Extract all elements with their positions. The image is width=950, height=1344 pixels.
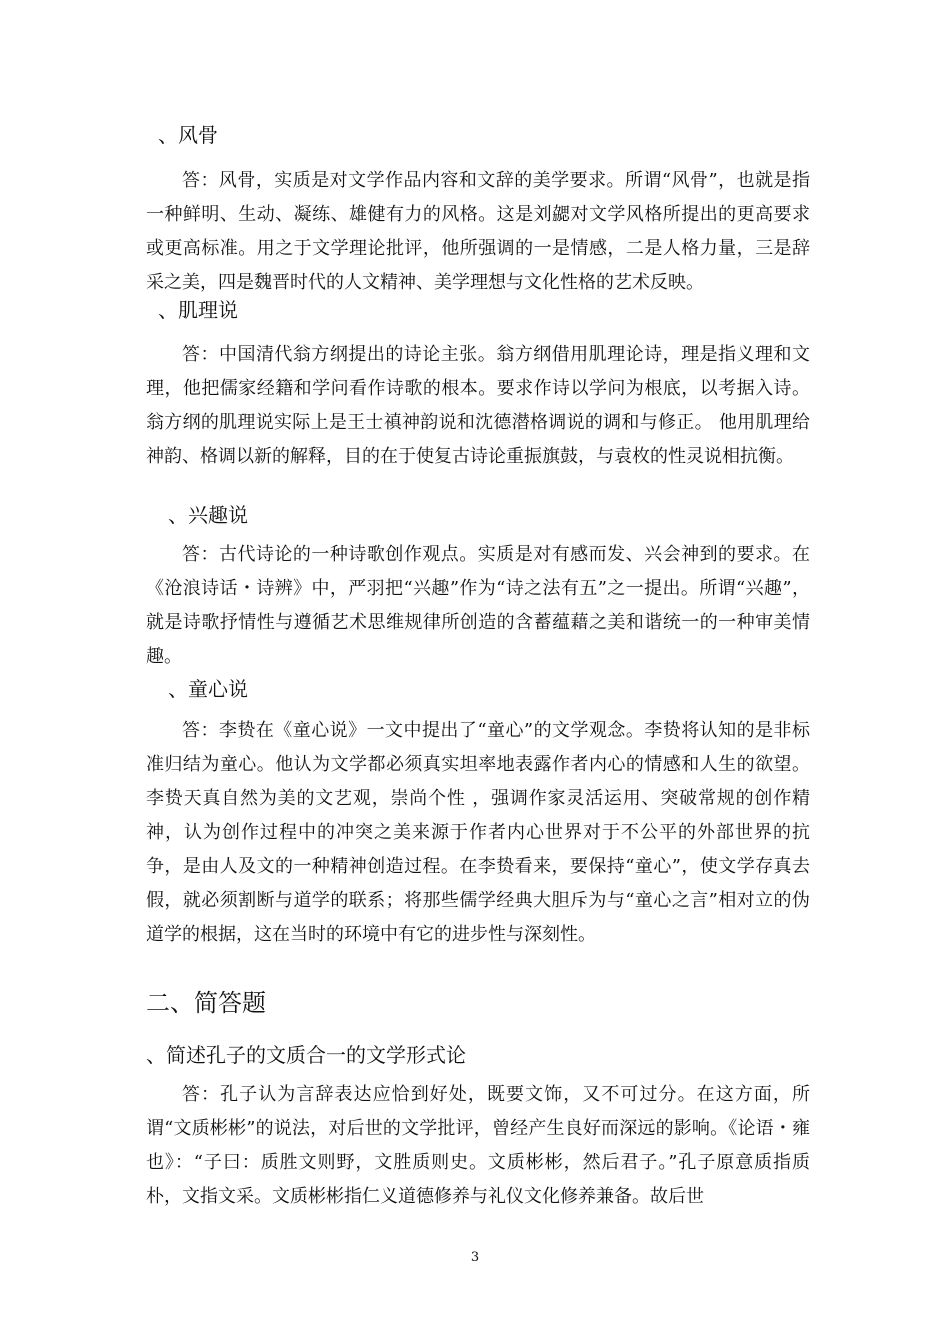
page-number: 3 bbox=[470, 1250, 480, 1265]
question-heading-confucius: 、简述孔子的文质合一的文学形式论 bbox=[146, 1043, 466, 1067]
term-heading-fenggu: 、风骨 bbox=[158, 123, 218, 147]
term-answer-tongxinshuo: 答：李贽在《童心说》一文中提出了“童心”的文学观念。李贽将认知的是非标准归结为童心。他认为文学都必须真实坦率地表露作者内心的情感和人生的欲望。李贽天真自然为美的文艺观，崇尚个性 ，强调作家灵活运用、突破常规的创作精神，认为创作过程中的冲突之美来源于作者内心世界对于不公平的外部世界的抗争，是由人及文的一种精神创造过程。在李贽看来，要保持“童心”，使文学存真去假，就必须割断与道学的联系；将那些儒学经典大胆斥为与“童心之言”相对立的伪道学的根据，这在当时的环境中有它的进步性与深刻性。 bbox=[146, 720, 810, 945]
term-answer-jilishuo: 答：中国清代翁方纲提出的诗论主张。翁方纲借用肌理论诗，理是指义理和文理，他把儒家经籍和学问看作诗歌的根本。要求作诗以学问为根底，以考据入诗。翁方纲的肌理说实际上是王士禛神韵说和沈德潜格调说的调和与修正。 他用肌理给神韵、格调以新的解释，目的在于使复古诗论重振旗鼓，与袁枚的性灵说相抗衡。 bbox=[146, 344, 810, 467]
term-heading-xingqushuo: 、兴趣说 bbox=[168, 503, 248, 527]
term-answer-xingqushuo: 答：古代诗论的一种诗歌创作观点。实质是对有感而发、兴会神到的要求。在《沧浪诗话・诗辨》中，严羽把“兴趣”作为“诗之法有五”之一提出。所谓“兴趣”，就是诗歌抒情性与遵循艺术思维规律所创造的含蓄蕴藉之美和谐统一的一种审美情趣。 bbox=[146, 544, 810, 667]
section-title-short-answer: 二、简答题 bbox=[146, 989, 266, 1017]
term-heading-jilishuo: 、肌理说 bbox=[158, 298, 238, 322]
term-answer-fenggu: 答：风骨，实质是对文学作品内容和文辞的美学要求。所谓“风骨”，也就是指一种鲜明、生动、凝练、雄健有力的风格。这是刘勰对文学风格所提出的更高要求或更高标准。用之于文学理论批评，他所强调的一是情感，二是人格力量，三是辞采之美，四是魏晋时代的人文精神、美学理想与文化性格的艺术反映。 bbox=[146, 170, 810, 293]
term-heading-tongxinshuo: 、童心说 bbox=[168, 677, 248, 701]
question-answer-confucius: 答：孔子认为言辞表达应恰到好处，既要文饰，又不可过分。在这方面，所谓“文质彬彬”的说法，对后世的文学批评，曾经产生良好而深远的影响。《论语・雍也》：“子曰：质胜文则野，文胜质则史。文质彬彬，然后君子。”孔子原意质指质朴，文指文采。文质彬彬指仁义道德修养与礼仪文化修养兼备。故后世 bbox=[146, 1084, 810, 1207]
